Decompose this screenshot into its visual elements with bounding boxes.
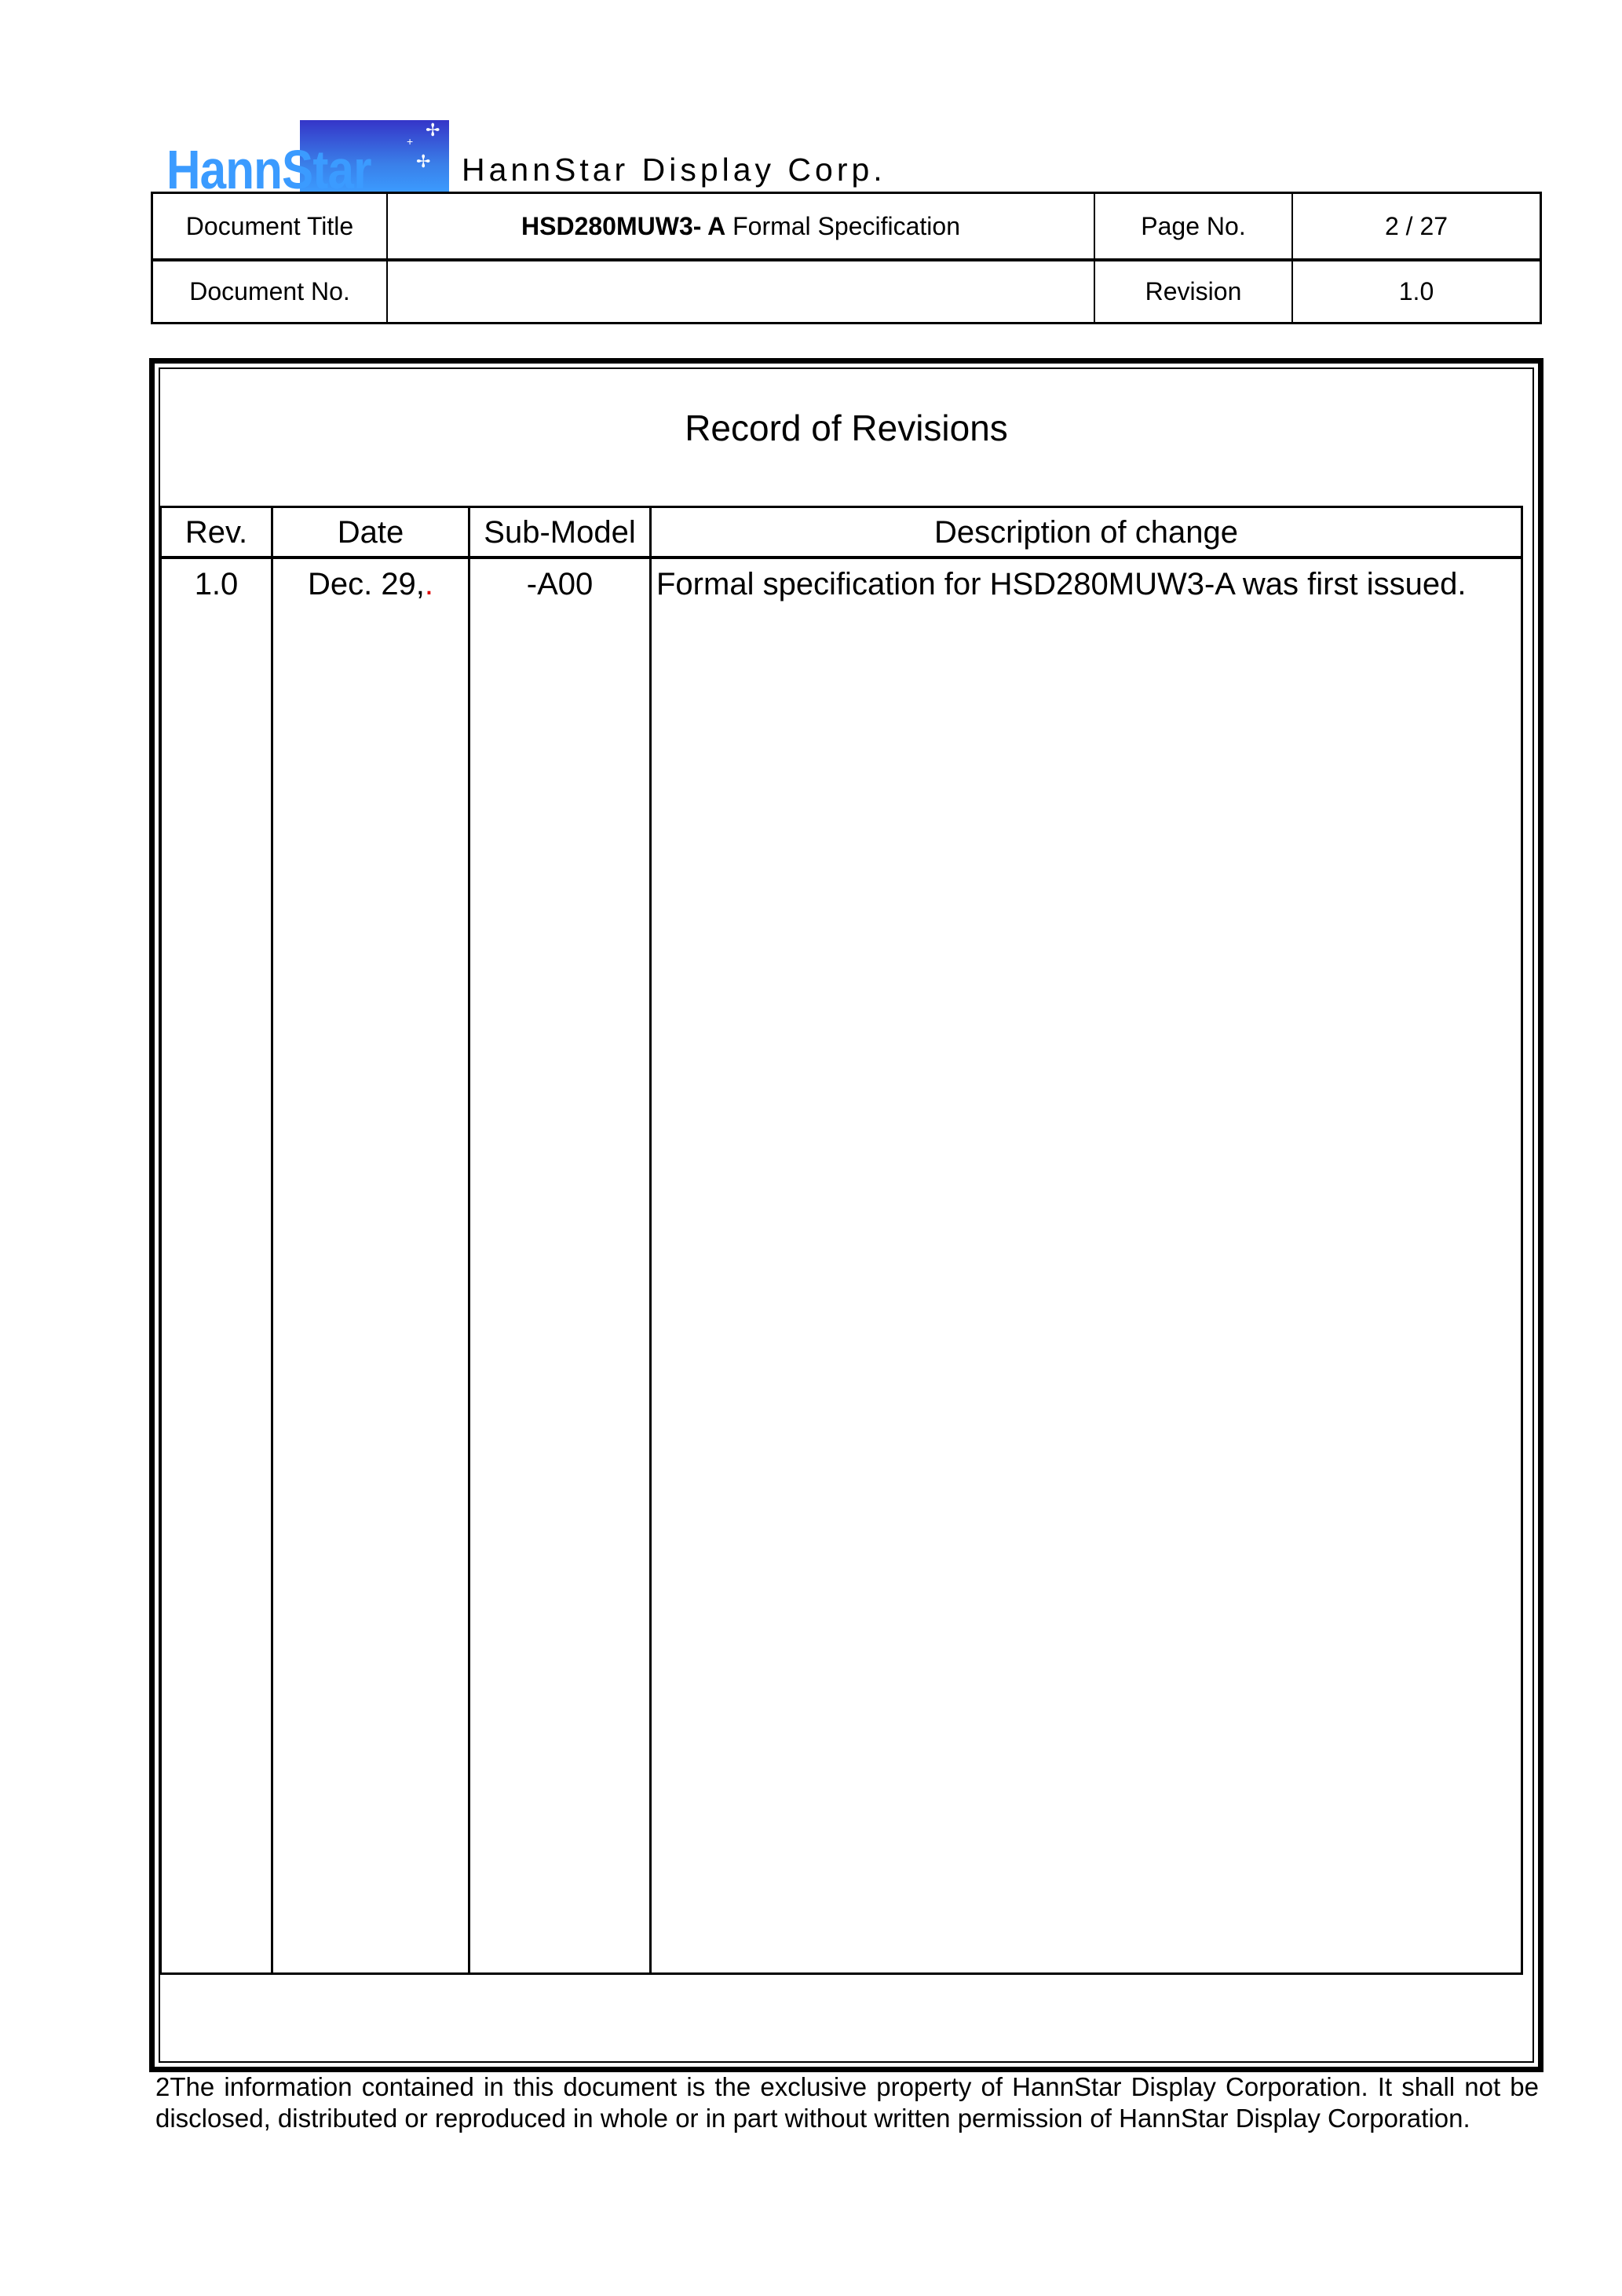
divider bbox=[649, 508, 652, 1972]
table-cell-description: Formal specification for HSD280MUW3-A was first issued. bbox=[656, 567, 1467, 601]
record-of-revisions-title: Record of Revisions bbox=[685, 408, 1008, 448]
revisions-table bbox=[159, 506, 1523, 1975]
column-header-date: Date bbox=[337, 514, 404, 550]
page-no-label: Page No. bbox=[1141, 211, 1246, 240]
column-header-rev: Rev. bbox=[184, 514, 248, 550]
column-header-description: Description of change bbox=[934, 514, 1238, 550]
title-text: Formal Specification bbox=[725, 211, 960, 240]
table-cell-rev: 1.0 bbox=[194, 567, 239, 601]
hannstar-logo bbox=[166, 120, 449, 200]
document-title-label: Document Title bbox=[185, 211, 354, 240]
logo-wordmark: HannStar bbox=[166, 139, 371, 200]
page-no-value: 2 / 27 bbox=[1384, 211, 1448, 240]
divider bbox=[271, 508, 273, 1972]
confidentiality-notice: 2The information contained in this document is the exclusive property of HannStar Display Corporation. It shall not be disclosed, distributed or reproduced in whole or in part without written permission of HannStar Display Corporation. bbox=[155, 2072, 1539, 2133]
divider bbox=[468, 508, 470, 1972]
document-no-label: Document No. bbox=[189, 277, 350, 305]
table-cell-sub-model: -A00 bbox=[526, 567, 594, 601]
document-title-value bbox=[388, 194, 1094, 258]
sparkle-icon: ✢ bbox=[426, 120, 440, 140]
model-number: HSD280MUW3- A bbox=[521, 211, 726, 240]
document-no-value bbox=[388, 261, 1094, 322]
table-cell-date bbox=[273, 560, 468, 609]
sparkle-icon: ✢ bbox=[416, 152, 431, 171]
company-name: HannStar Display Corp. bbox=[462, 152, 886, 188]
sparkle-icon: + bbox=[407, 135, 414, 148]
date-red-mark: . bbox=[424, 567, 434, 601]
divider bbox=[162, 556, 1521, 559]
date-text: Dec. 29, bbox=[307, 567, 425, 601]
revision-value: 1.0 bbox=[1398, 277, 1434, 305]
revision-label: Revision bbox=[1145, 277, 1242, 305]
column-header-sub-model: Sub-Model bbox=[484, 514, 636, 550]
document-header-table bbox=[151, 192, 1542, 324]
